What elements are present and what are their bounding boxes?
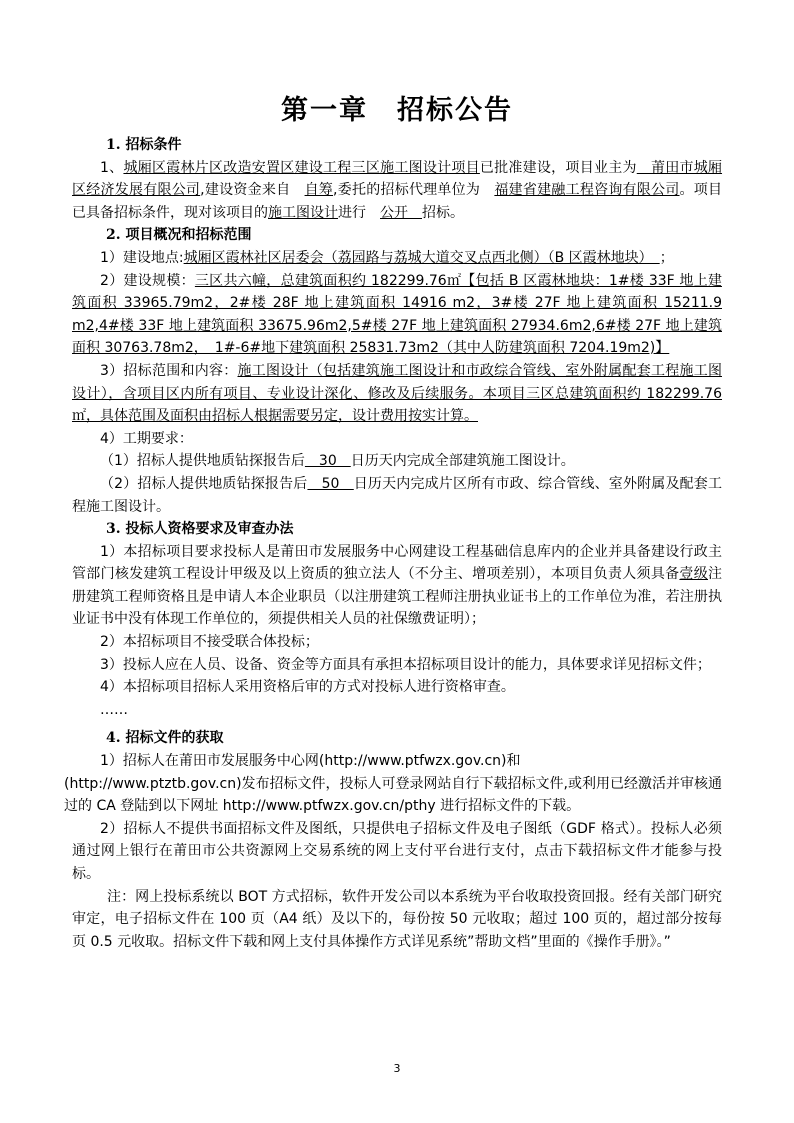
section-2-heading: 2. 项目概况和招标范围 <box>106 227 252 244</box>
bidding-scope: 3）招标范围和内容：施工图设计（包括建筑施工图设计和市政综合管线、室外附属配套工程施工图设计），含项目区内所有项目、专业设计深化、修改及后续服务。本项目三区总建筑面积约 182299.76㎡，具体范围及面积由招标人根据需要另定，设计费用按实计算。 <box>72 362 722 425</box>
section-1-paragraph: 1、城厢区霞林片区改造安置区建设工程三区施工图设计项目已批准建设，项目业主为 莆田市城厢区经济发展有限公司,建设资金来自 自筹,委托的招标代理单位为 福建省建融工程咨询有限公司。项目已具备招标条件，现对该项目的施工图设计进行 公开 招标。 <box>72 159 723 221</box>
document-access-item-2: 2）招标人不提供书面招标文件及图纸，只提供电子招标文件及电子图纸（GDF 格式）。投标人必须通过网上银行在莆田市公共资源网上交易系统的网上支付平台进行支付，点击下载招标文件才能参与投标。 <box>72 820 722 882</box>
schedule-item-1: （1）招标人提供地质钻探报告后 30 日历天内完成全部建筑施工图设计。 <box>100 453 575 470</box>
section-3-heading: 3. 投标人资格要求及审查办法 <box>106 521 294 538</box>
document-access-item-1: 1）招标人在莆田市发展服务中心网(http://www.ptfwzx.gov.cn)和 <box>100 753 521 770</box>
announcement-body <box>64 134 723 953</box>
document-access-item-1-cont: (http://www.ptztb.gov.cn)发布招标文件，投标人可登录网站自行下载招标文件,或利用已经激活并审核通过的 CA 登陆到以下网址 http://www.ptfwzx.gov.cn/pthy 进行招标文件的下载。 <box>64 775 722 815</box>
qualification-item-3: 3）投标人应在人员、设备、资金等方面具有承担本招标项目设计的能力，具体要求详见招标文件； <box>100 656 711 673</box>
schedule-item-2: （2）招标人提供地质钻探报告后 50 日历天内完成片区所有市政、综合管线、室外附属及配套工程施工图设计。 <box>72 475 722 515</box>
chapter-title: 第一章 招标公告 <box>281 95 513 126</box>
qualification-item-2: 2）本招标项目不接受联合体投标； <box>100 634 319 651</box>
section-4-heading: 4. 招标文件的获取 <box>106 730 224 747</box>
document-access-note: 注：网上投标系统以 BOT 方式招标，软件开发公司以本系统为平台收取投资回报。经有关部门研究审定，电子招标文件在 100 页（A4 纸）及以下的，每份按 50 元收取；超过 100 页的，超过部分按每页 0.5 元收取。招标文件下载和网上支付具体操作方式详见系统”帮助文档”里面的《操作手册》。” <box>72 888 722 950</box>
qualification-item-4: 4）本招标项目招标人采用资格后审的方式对投标人进行资格审查。 <box>100 679 515 696</box>
qualification-item-1: 1）本招标项目要求投标人是莆田市发展服务中心网建设工程基础信息库内的企业并具备建设行政主管部门核发建筑工程设计甲级及以上资质的独立法人（不分主、增项差别），本项目负责人须具备壹级注册建筑工程师资格且是申请人本企业职员（以注册建筑工程师注册执业证书上的工作单位为准，若注册执业证书中没有体现工作单位的，须提供相关人员的社保缴费证明）； <box>72 543 722 628</box>
ellipsis: …… <box>100 701 128 718</box>
page-number: 3 <box>393 1062 401 1075</box>
section-1-heading: 1. 招标条件 <box>106 137 182 153</box>
construction-location: 1）建设地点:城厢区霞林社区居委会（荔园路与荔城大道交叉点西北侧）（B 区霞林地块） ； <box>100 249 674 266</box>
construction-scale: 2）建设规模：三区共六幢，总建筑面积约 182299.76㎡【包括 B 区霞林地块：1#楼 33F 地上建筑面积 33965.79m2，2#楼 28F 地上建筑面积 14916 m2，3#楼 27F 地上建筑面积 15211.9 m2,4#楼 33F 地上建筑面积 33675.96m2,5#楼 27F 地上建筑面积 27934.6m2,6#楼 27F 地上建筑面积 30763.78m2， 1#-6#地下建筑面积 25831.73m2（其中人防建筑面积 7204.19m2)】 <box>72 272 722 357</box>
schedule-requirement: 4）工期要求： <box>100 430 193 447</box>
